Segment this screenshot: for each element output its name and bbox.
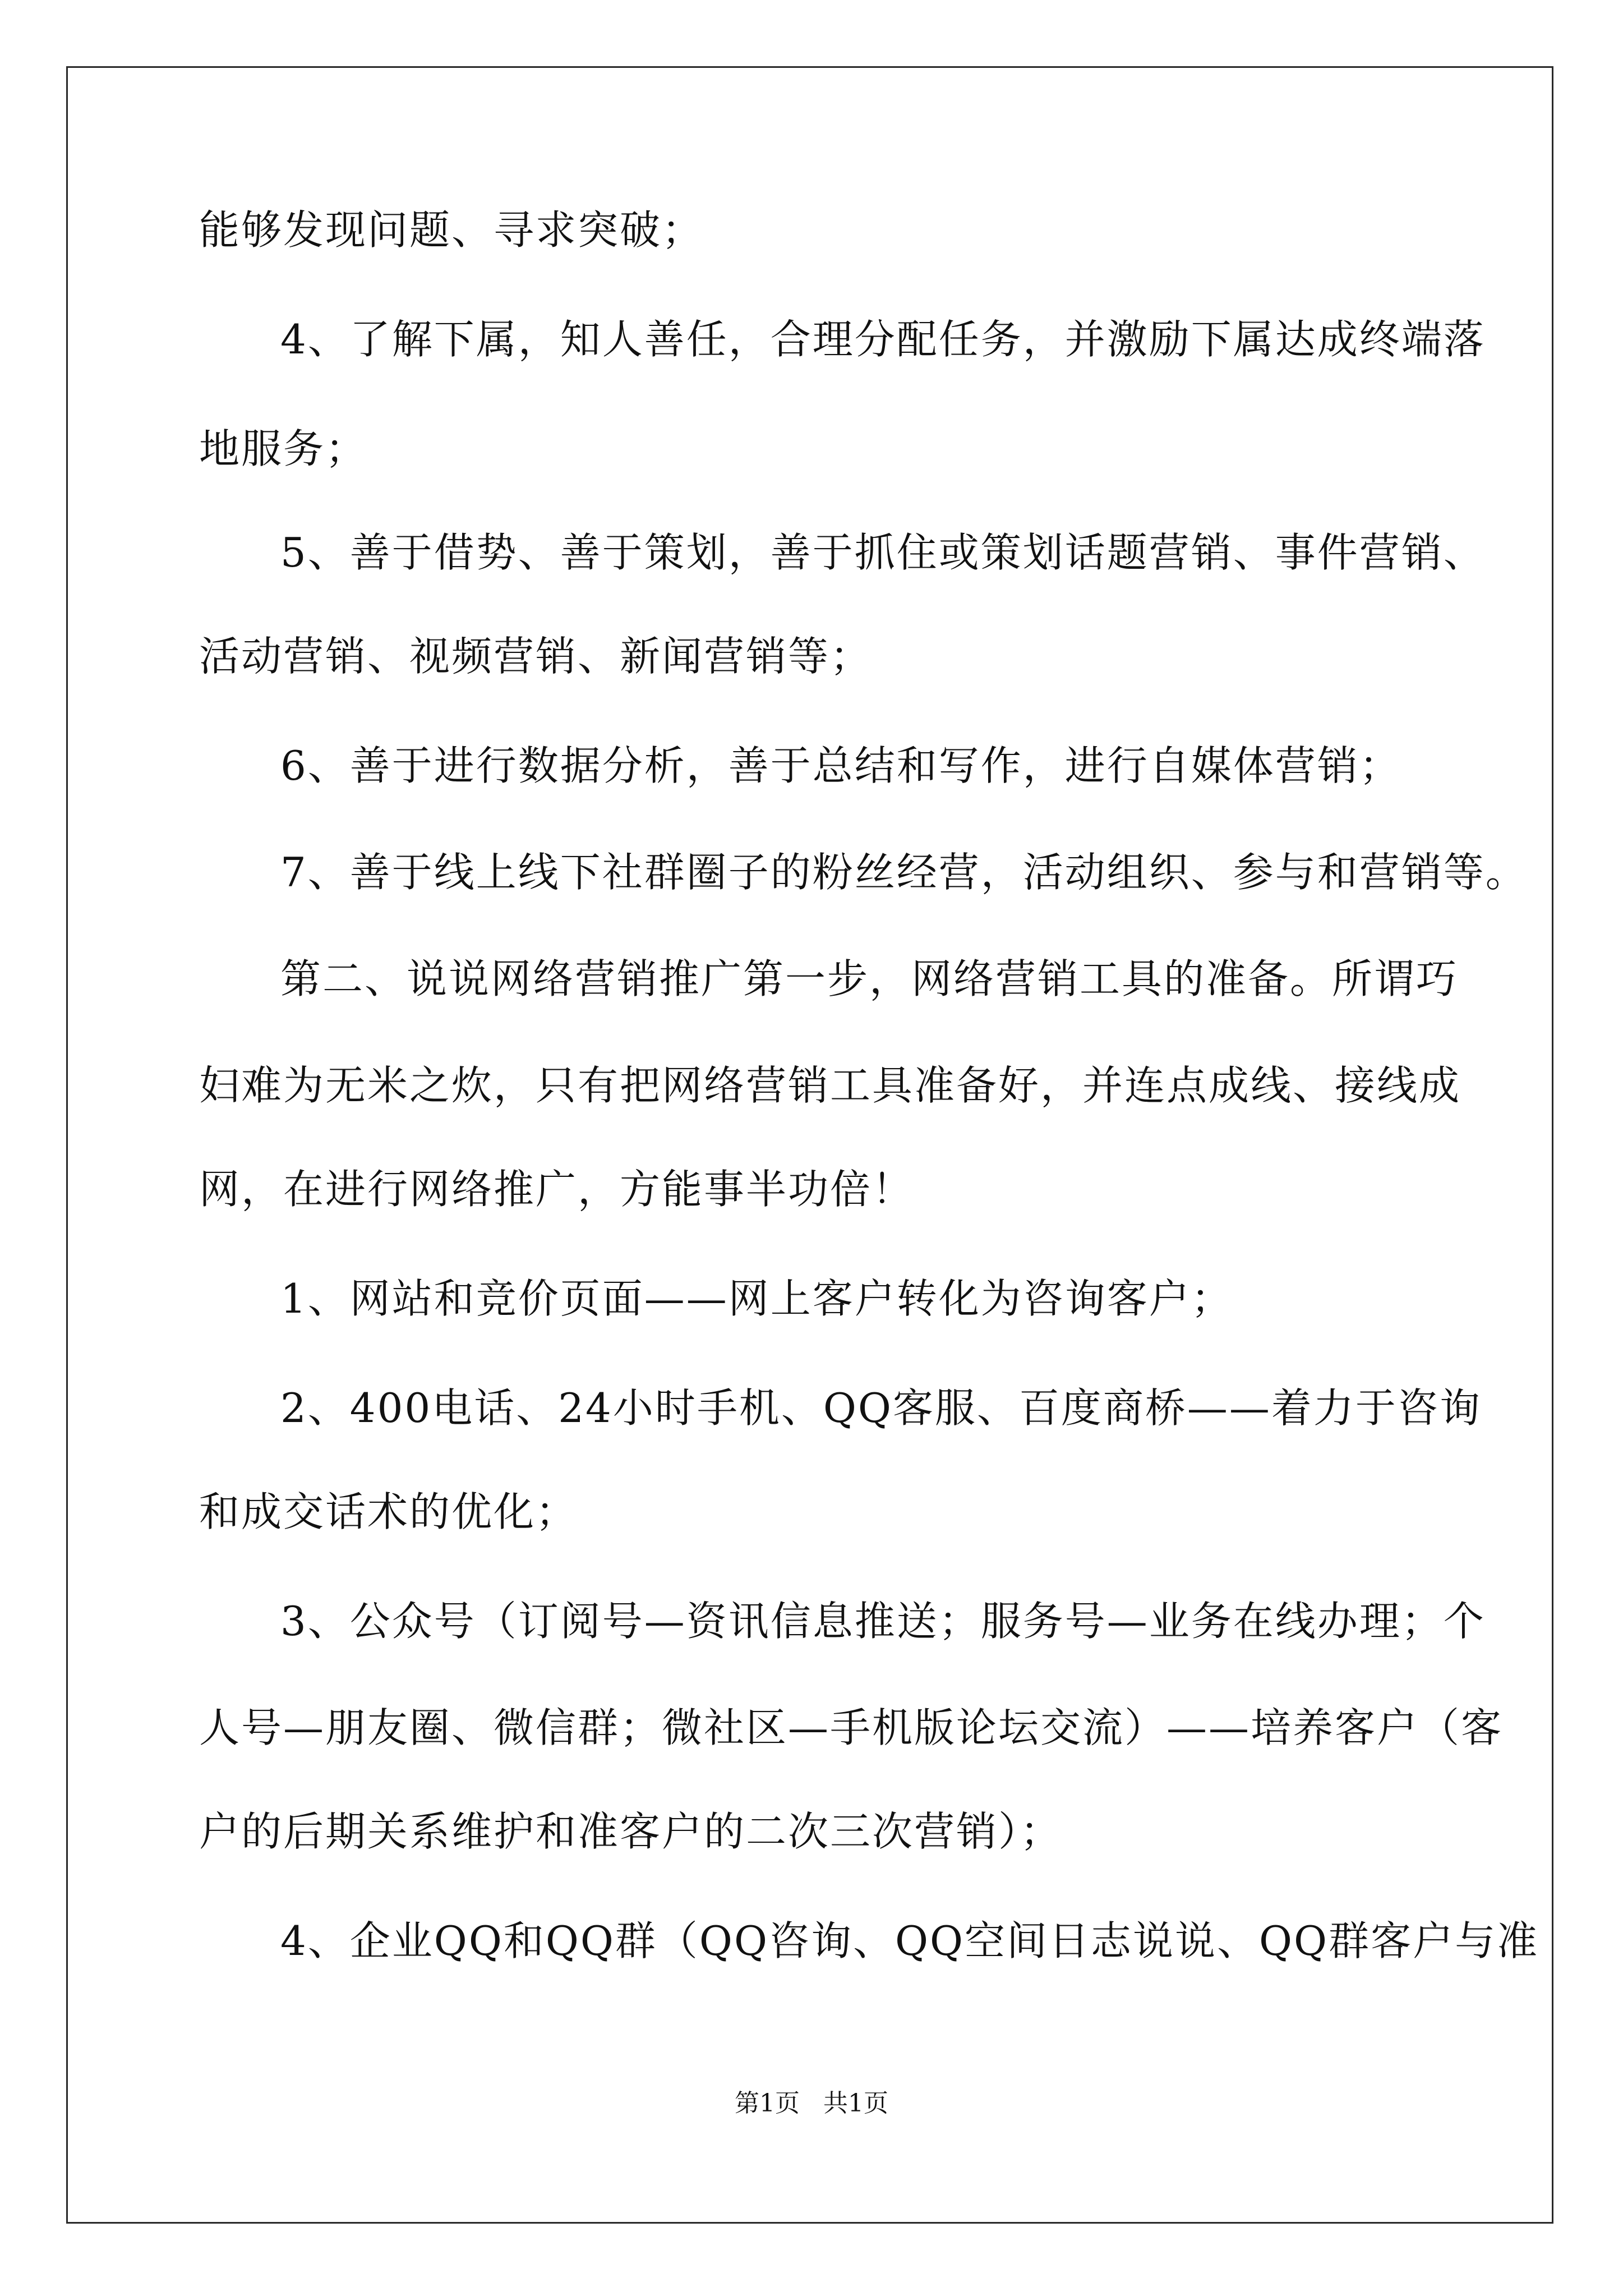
text-line: 第二、说说网络营销推广第一步，网络营销工具的准备。所谓巧 [280, 955, 1459, 1002]
text-line: 妇难为无米之炊，只有把网络营销工具准备好，并连点成线、接线成 [199, 1062, 1461, 1109]
text-line: 7、善于线上线下社群圈子的粉丝经营，活动组织、参与和营销等。 [280, 849, 1528, 896]
text-line: 人号—朋友圈、微信群；微社区—手机版论坛交流）——培养客户（客 [199, 1704, 1504, 1751]
text-line: 和成交话术的优化； [199, 1488, 578, 1535]
text-line: 3、公众号（订阅号—资讯信息推送；服务号—业务在线办理；个 [280, 1598, 1486, 1645]
text-line: 4、企业QQ和QQ群（QQ咨询、QQ空间日志说说、QQ群客户与准 [280, 1917, 1539, 1964]
text-line: 2、400电话、24小时手机、QQ客服、百度商桥——着力于咨询 [280, 1384, 1482, 1432]
text-line: 能够发现问题、寻求突破； [199, 206, 704, 254]
text-line: 6、善于进行数据分析，善于总结和写作，进行自媒体营销； [280, 742, 1401, 789]
text-line: 户的后期关系维护和准客户的二次三次营销）； [199, 1808, 1063, 1855]
text-line: 1、网站和竞价页面——网上客户转化为咨询客户； [280, 1275, 1233, 1322]
text-line: 地服务； [199, 425, 368, 472]
page-border [66, 66, 1553, 2224]
page-footer: 第1页 共1页 [735, 2089, 888, 2118]
text-line: 网，在进行网络推广，方能事半功倍！ [199, 1166, 915, 1213]
text-line: 5、善于借势、善于策划，善于抓住或策划话题营销、事件营销、 [280, 529, 1486, 576]
text-line: 4、了解下属，知人善任，合理分配任务，并激励下属达成终端落 [280, 316, 1486, 363]
text-line: 活动营销、视频营销、新闻营销等； [199, 633, 873, 680]
